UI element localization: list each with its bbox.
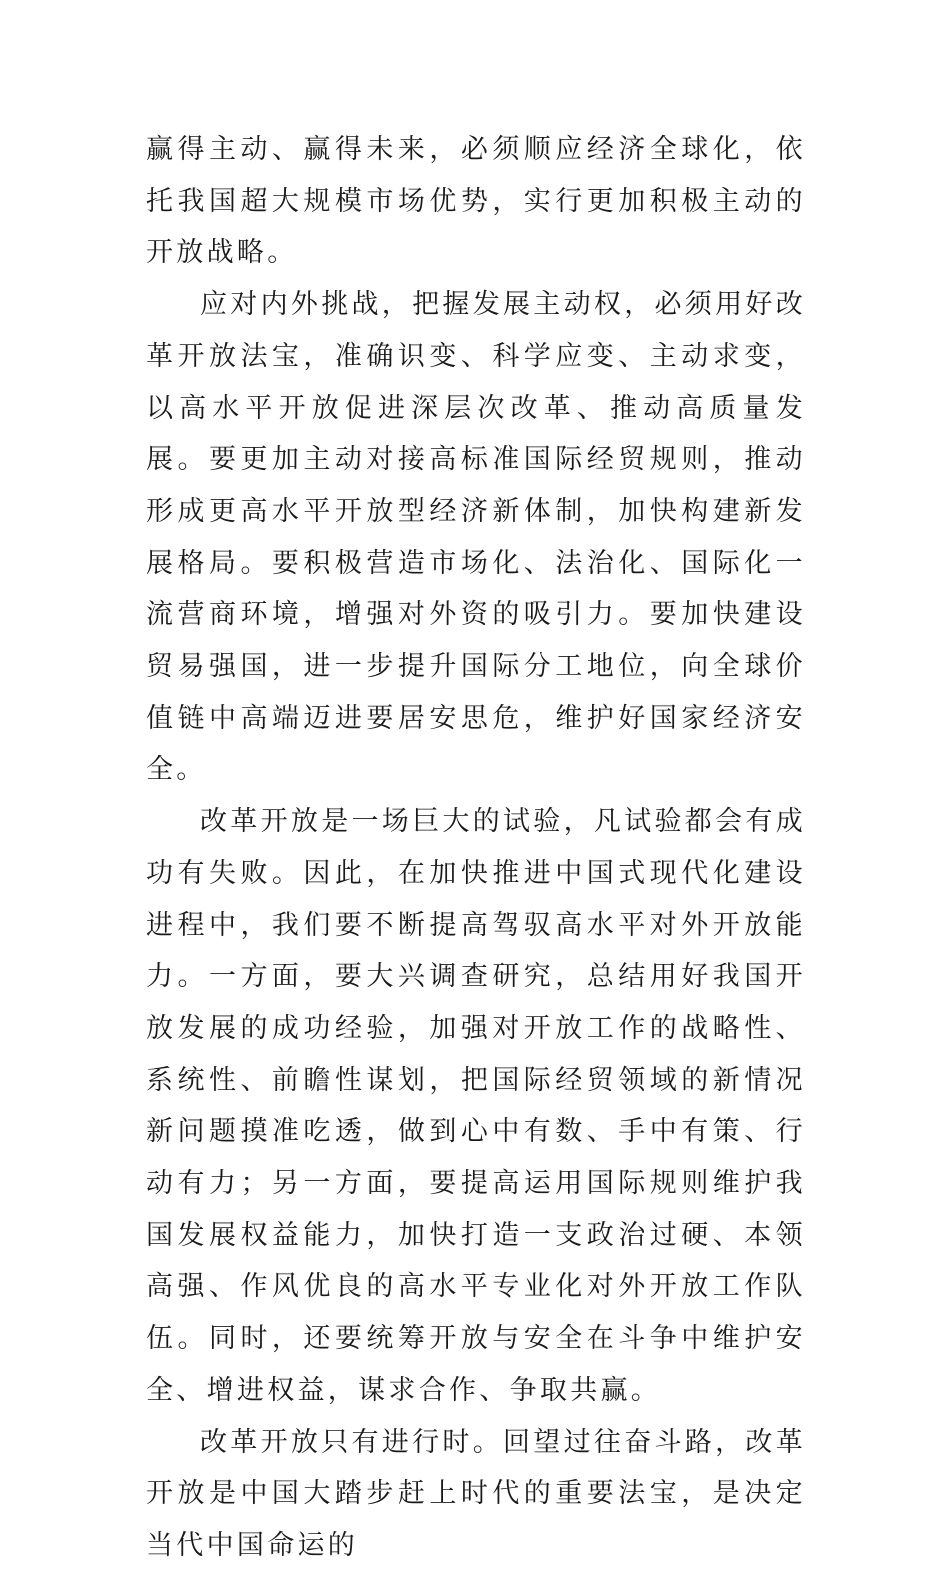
paragraph-continuation: 赢得主动、赢得未来，必须顺应经济全球化，依托我国超大规模市场优势，实行更加积极主动的开放战略。	[146, 134, 806, 269]
paragraph-reform-experiment: 改革开放是一场巨大的试验，凡试验都会有成功有失败。因此，在加快推进中国式现代化建设进程中，我们要不断提高驾驭高水平对外开放能力。一方面，要大兴调查研究，总结用好我国开放发展的成功经验，加强对开放工作的战略性、系统性、前瞻性谋划，把国际经贸领域的新情况新问题摸准吃透，做到心中有数、手中有策、行动有力；另一方面，要提高运用国际规则维护我国发展权益能力，加快打造一支政治过硬、本领高强、作风优良的高水平专业化对外开放工作队伍。同时，还要统筹开放与安全在斗争中维护安全、增进权益，谋求合作、争取共赢。	[146, 806, 806, 1406]
paragraph-open-strategy: 应对内外挑战，把握发展主动权，必须用好改革开放法宝，准确识变、科学应变、主动求变，以高水平开放促进深层次改革、推动高质量发展。要更加主动对接高标准国际经贸规则，推动形成更高水平开放型经济新体制，加快构建新发展格局。要积极营造市场化、法治化、国际化一流营商环境，增强对外资的吸引力。要加快建设贸易强国，进一步提升国际分工地位，向全球价值链中高端迈进要居安思危，维护好国家经济安全。	[146, 289, 806, 786]
document-body	[146, 124, 806, 1572]
paragraph-reform-ongoing: 改革开放只有进行时。回望过往奋斗路，改革开放是中国大踏步赶上时代的重要法宝，是决定当代中国命运的	[146, 1426, 806, 1561]
